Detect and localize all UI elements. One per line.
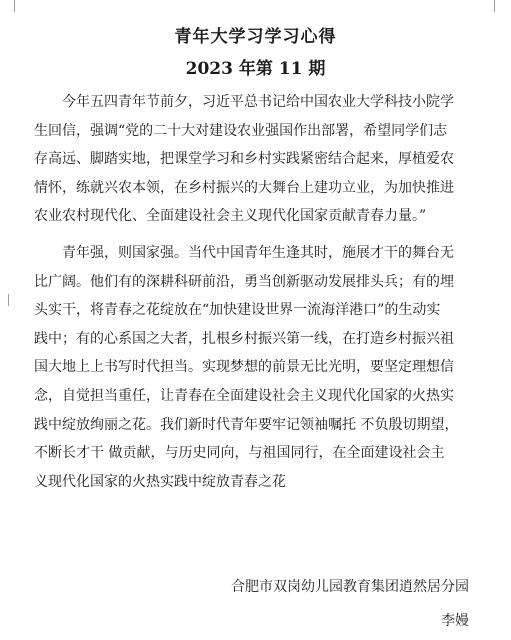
text-line: 念，自觉担当重任，让青春在全面建设社会主义现代化国家的火热实 bbox=[34, 387, 454, 404]
issue-number: 2023 年第 11 期 bbox=[185, 59, 326, 79]
text-line: 情怀，练就兴农本领，在乡村振兴的大舞台上建功立业，为加快推进 bbox=[34, 179, 454, 196]
text-line: 践中绽放绚丽之花。我们新时代青年要牢记领袖嘱托 不负殷切期望， bbox=[34, 416, 459, 433]
document-title: 青年大学习学习心得 bbox=[174, 27, 337, 47]
crop-mark-top-left bbox=[14, 0, 15, 12]
text-line: 不断长才干 做贡献，与历史同向，与祖国同行，在全面建设社会主 bbox=[34, 445, 445, 462]
text-line: 存高远、脚踏实地，把课堂学习和乡村实践紧密结合起来，厚植爱农 bbox=[34, 151, 454, 168]
text-line: 践中；有的心系国之大者，扎根乡村振兴第一线，在打造乡村振兴祖 bbox=[34, 330, 454, 347]
text-line: 青年强，则国家强。当代中国青年生逢其时，施展才干的舞台无 bbox=[34, 244, 454, 261]
text-line: 农业农村现代化、全面建设社会主义现代化国家贡献青春力量。” bbox=[34, 208, 427, 225]
paragraph-1 bbox=[34, 88, 478, 231]
text-line: 生回信，强调“党的二十大对建设农业强国作出部署，希望同学们志 bbox=[34, 122, 448, 139]
text-line: 头实干，将青春之花绽放在“加快建设世界一流海洋港口”的生动实 bbox=[34, 302, 441, 319]
text-line: 今年五四青年节前夕，习近平总书记给中国农业大学科技小院学 bbox=[34, 94, 454, 110]
author-name: 李嫚 bbox=[441, 613, 469, 629]
organization-name: 合肥市双岗幼儿园教育集团逍然居分园 bbox=[231, 579, 469, 595]
text-line: 国大地上上书写时代担当。实现梦想的前景无比光明，要坚定理想信 bbox=[34, 359, 454, 376]
margin-tick bbox=[8, 294, 9, 306]
paragraph-2 bbox=[34, 239, 478, 496]
document-body bbox=[34, 88, 478, 496]
text-line: 义现代化国家的火热实践中绽放青春之花 bbox=[34, 473, 286, 490]
crop-mark-top-right bbox=[494, 0, 495, 12]
text-line: 比广阔。他们有的深耕科研前沿，勇当创新驱动发展排头兵；有的埋 bbox=[34, 273, 454, 290]
